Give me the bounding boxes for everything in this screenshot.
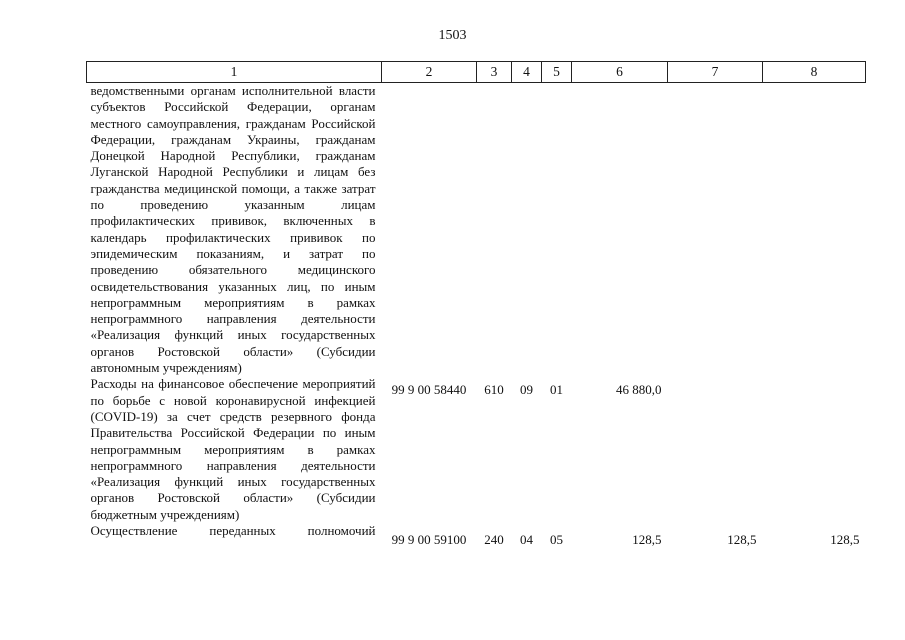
column-header-3: 3 bbox=[477, 62, 512, 83]
column-header-7: 7 bbox=[668, 62, 763, 83]
row-target-code: 99 9 00 59100 bbox=[391, 532, 467, 548]
row-amount-year-1 bbox=[572, 83, 668, 377]
row-amount-year-3: 128,5 bbox=[830, 532, 860, 548]
page-number: 1503 bbox=[438, 28, 467, 43]
row-section: 09 bbox=[520, 382, 533, 398]
column-header-2: 2 bbox=[382, 62, 477, 83]
row-amount-year-3 bbox=[763, 83, 866, 377]
row-description: Осуществление переданных полномочий bbox=[90, 523, 376, 539]
row-expense-type: 240 bbox=[484, 532, 504, 548]
column-header-6: 6 bbox=[572, 62, 668, 83]
row-amount-year-2 bbox=[668, 376, 763, 523]
row-section: 04 bbox=[520, 532, 533, 548]
budget-table bbox=[86, 61, 866, 548]
row-subsection: 05 bbox=[550, 532, 563, 548]
row-description: Расходы на финансовое обеспечение мероприятий по борьбе с новой коронавирусной инфекцией (COVID-19) за счет средств резервного фонда Правительства Российской Федерации по иным непрограммным мероприятиям в рамках непрограммного направления деятельности «Реализация функций иных государственных органов Ростовской области» (Субсидии бюджетным учреждениям) bbox=[90, 376, 376, 522]
row-amount-year-2: 128,5 bbox=[727, 532, 757, 548]
column-header-4: 4 bbox=[512, 62, 542, 83]
row-amount-year-3 bbox=[763, 376, 866, 523]
row-description: ведомственными органам исполнительной власти субъектов Российской Федерации, органам местного самоуправления, гражданам Российской Федерации, гражданам Украины, гражданам Донецкой Народной Республики, гражданам Луганской Народной Республики и лицам без гражданства медицинской помощи, а также затрат по проведению указанным лицам профилактических прививок, включенных в календарь профилактических прививок по эпидемическим показаниям, и затрат по проведению обязательного медицинского освидетельствования указанных лиц, по иным непрограммным мероприятиям в рамках непрограммного направления деятельности «Реализация функций иных государственных органов Ростовской области» (Субсидии автономным учреждениям) bbox=[90, 83, 376, 376]
row-target-code: 99 9 00 58440 bbox=[391, 382, 467, 398]
row-amount-year-1: 46 880,0 bbox=[616, 382, 662, 398]
row-expense-type bbox=[477, 83, 512, 377]
table-row bbox=[87, 83, 866, 377]
row-subsection bbox=[542, 83, 572, 377]
row-expense-type: 610 bbox=[484, 382, 504, 398]
table-row bbox=[87, 376, 866, 523]
row-amount-year-2 bbox=[668, 83, 763, 377]
row-target-code bbox=[382, 83, 477, 377]
row-section bbox=[512, 83, 542, 377]
table-row bbox=[87, 523, 866, 548]
column-header-5: 5 bbox=[542, 62, 572, 83]
row-subsection: 01 bbox=[550, 382, 563, 398]
header-row bbox=[87, 62, 866, 83]
column-header-8: 8 bbox=[763, 62, 866, 83]
row-amount-year-1: 128,5 bbox=[632, 532, 662, 548]
column-header-1: 1 bbox=[87, 62, 382, 83]
